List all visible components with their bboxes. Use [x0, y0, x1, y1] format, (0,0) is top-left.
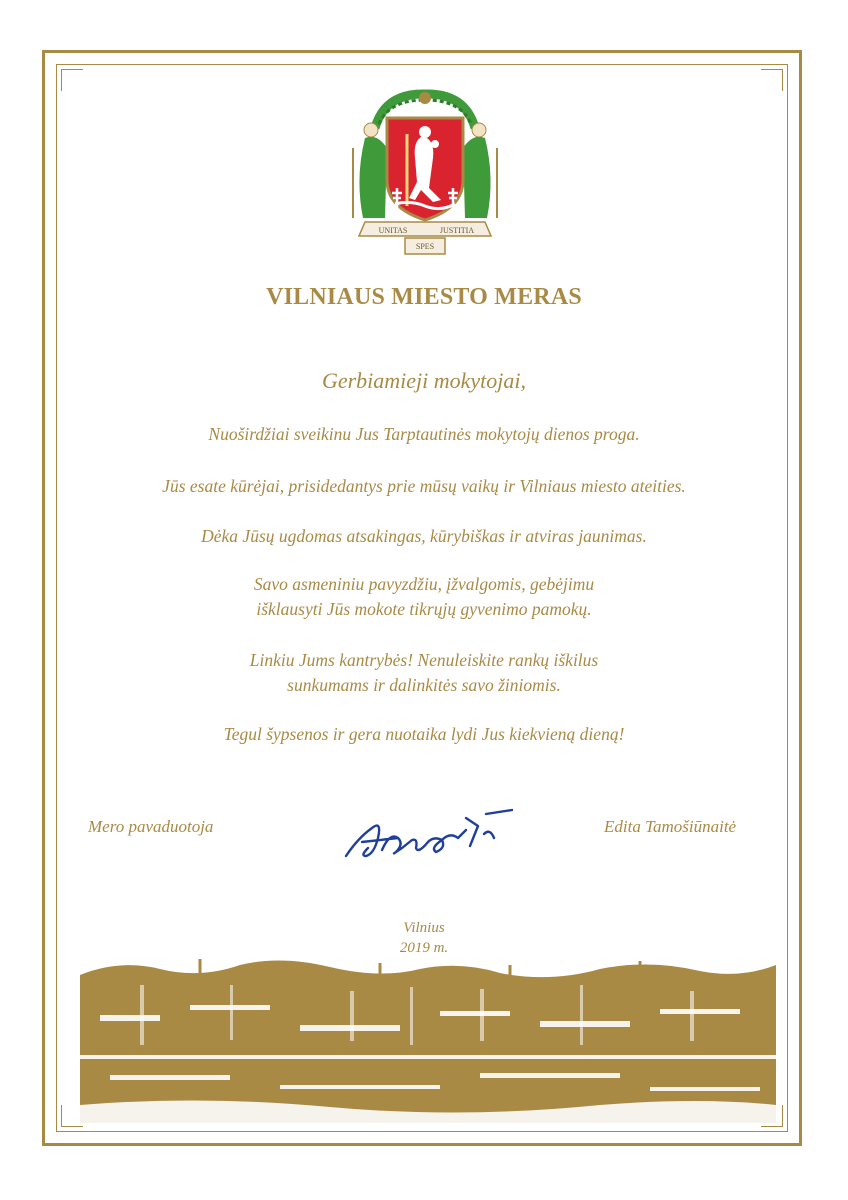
- letter-heading: VILNIAUS MIESTO MERAS: [266, 284, 582, 310]
- vilnius-panorama-engraving: [80, 955, 776, 1123]
- paragraph: [0, 648, 848, 698]
- paragraph-line: Linkiu Jums kantrybės! Nenuleiskite rankų iškilus: [249, 650, 599, 670]
- motto-left: UNITAS: [378, 226, 408, 235]
- paragraph-line: Tegul šypsenos ir gera nuotaika lydi Jus kiekvieną dieną!: [223, 724, 625, 744]
- vilnius-coat-of-arms: [345, 88, 505, 263]
- paragraph: [0, 524, 848, 549]
- corner-ornament: [61, 69, 83, 91]
- handwritten-signature: [338, 798, 520, 870]
- paragraph: [0, 722, 848, 747]
- place-and-date: [0, 918, 848, 958]
- paragraph-line: Jūs esate kūrėjai, prisidedantys prie mūsų vaikų ir Vilniaus miesto ateities.: [162, 476, 686, 496]
- greeting: Gerbiamieji mokytojai,: [321, 368, 527, 393]
- paragraph: [0, 422, 848, 447]
- paragraph-line: sunkumams ir dalinkitės savo žiniomis.: [287, 675, 561, 695]
- paragraph-line: Dėka Jūsų ugdomas atsakingas, kūrybiškas ir atviras jaunimas.: [201, 526, 647, 546]
- place: Vilnius: [403, 920, 445, 936]
- corner-ornament: [761, 69, 783, 91]
- year: 2019 m.: [399, 940, 449, 956]
- paragraph-line: Nuoširdžiai sveikinu Jus Tarptautinės mokytojų dienos proga.: [208, 424, 640, 444]
- signer-name: Edita Tamošiūnaitė: [604, 817, 737, 836]
- paragraph-line: Savo asmeniniu pavyzdžiu, įžvalgomis, gebėjimu: [253, 574, 595, 594]
- paragraph: [0, 572, 848, 622]
- paragraph-line: išklausyti Jūs mokote tikrųjų gyvenimo pamokų.: [256, 599, 592, 619]
- motto-right: JUSTITIA: [439, 226, 475, 235]
- paragraph: [0, 474, 848, 499]
- signer-title: Mero pavaduotoja: [88, 817, 214, 836]
- motto-bottom: SPES: [415, 242, 435, 251]
